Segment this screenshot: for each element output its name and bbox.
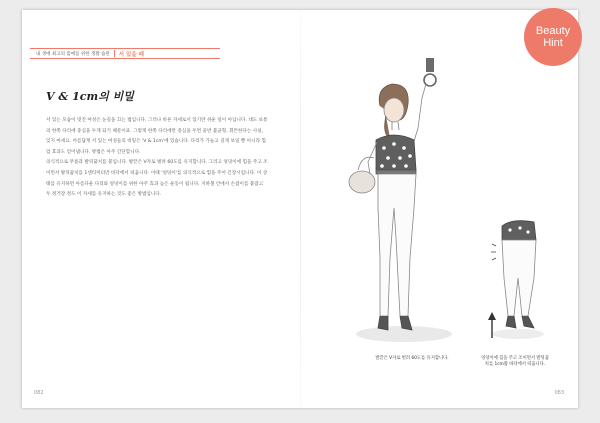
caption-left: 발끝은 V자로 벌려 60도를 유지합니다. [375, 356, 449, 361]
caption-right: 엉덩이에 힘을 주고 조이면서 발뒤꿈치를 1cm쯤 바닥에서 띄웁니다. [481, 356, 549, 367]
book-spread [22, 10, 578, 408]
banner-highlight: 서 있을 때 [118, 51, 144, 58]
page-gutter [300, 10, 301, 408]
section-banner [30, 48, 220, 59]
body-text [46, 116, 268, 201]
badge-line-1: Beauty [535, 25, 571, 37]
page-number-left: 082 [34, 390, 44, 396]
page-title: V & 1cm의 비밀 [46, 90, 134, 103]
lower-body-figure [491, 221, 536, 328]
banner-separator [114, 50, 115, 57]
body-paragraph: 서 있는 모습이 멋진 여성은 눈길을 끄는 법입니다. 그러나 바른 자세로서 있기란 쉬운 일이 아닙니다. 대도 보통의 한쪽 다리에 중심을 두게 되기 때문이죠. 그렇게 한쪽 다리에만 중심을 두면 골반 불균형, 휘튼한다는 사실, 잊지 마세요. 아름답게 서 있는 여성들의 비밀은 'V & 1cm'에 있습니다. 다리가 가늘고 길게 보일 뿐 아니라 힙 업 효과도 얻어냅니다. 방법은 아주 간단합니다. [46, 118, 268, 155]
standing-woman-figure [349, 58, 436, 330]
banner-lead: 내 생애 최고의 몸매를 위한 생활 습관 [36, 51, 110, 57]
badge-line-2: Hint [543, 37, 563, 49]
floor-shadow-right [492, 329, 544, 339]
page-number-right: 083 [554, 390, 564, 396]
body-paragraph: 의식적으로 무릎과 발뒤꿈치를 붙입니다. 발끝은 V자로 벌려 60도를 유지합니다. 그리고 엉덩이에 힘을 주고 조이면서 발뒤꿈치를 1센티미터만 바닥에서 띄웁니다. 이때 '엉덩이'를 의식적으로 힘을 주어 긴장시킵니다. 이 상태를 유지하면 아름다운 다리와 엉덩이를 위한 아주 효과 높은 운동이 됩니다. 지하철 안에서 손잡이를 붙잡고 두 정거장 정도 이 자세를 유지하는 것도 좋은 방법입니다. [46, 160, 268, 198]
illustration [322, 58, 552, 354]
